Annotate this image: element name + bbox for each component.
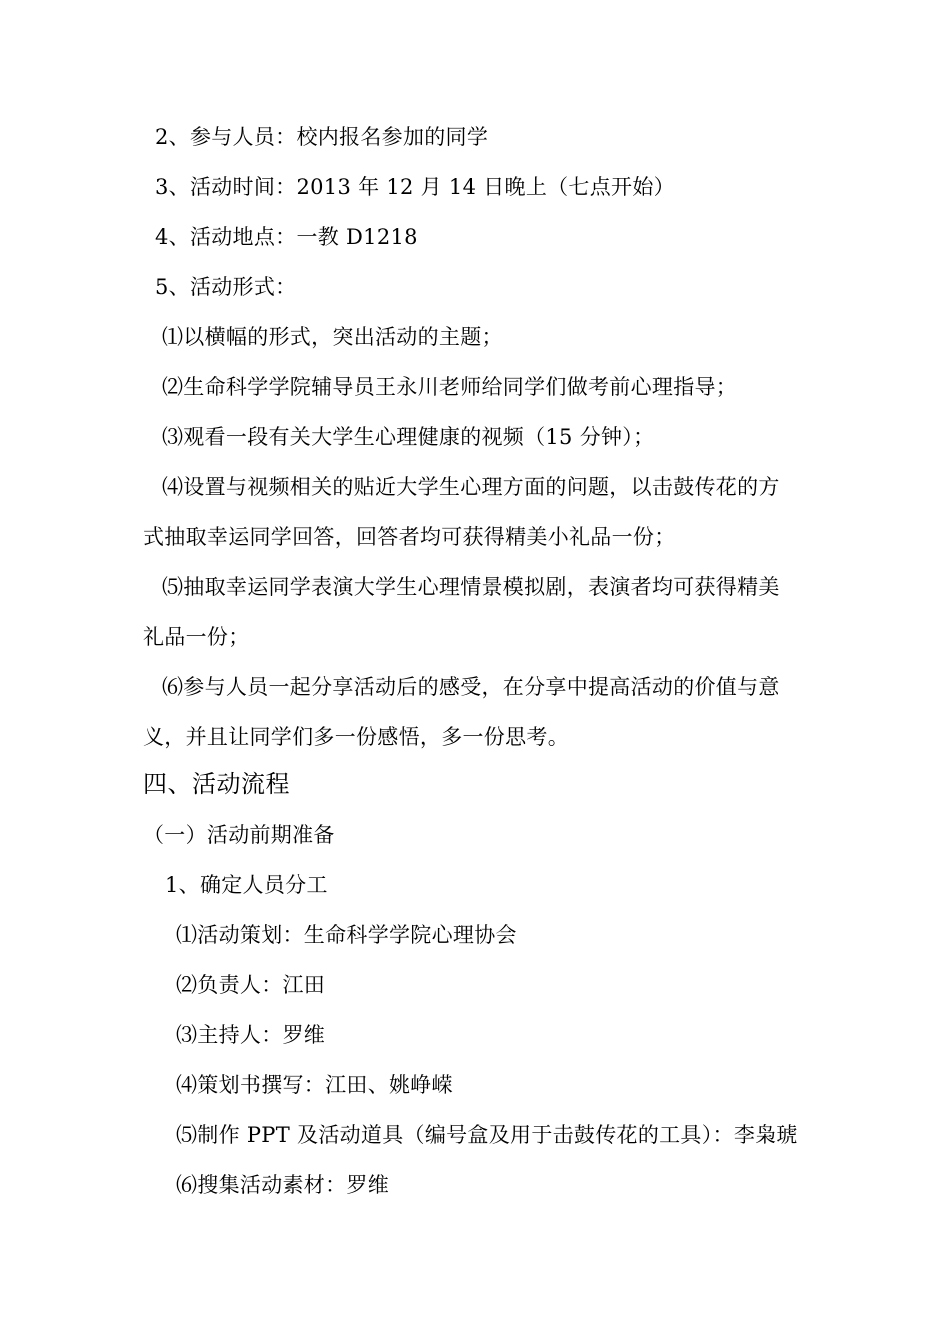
form-item-6-line-2: 义，并且让同学们多一份感悟，多一份思考。 [143,725,569,749]
role-item-2: ⑵负责人：江田 [176,973,326,997]
item-format: 5、活动形式： [155,275,297,299]
item-location: 4、活动地点：一教 D1218 [155,225,418,249]
form-item-1: ⑴以横幅的形式，突出活动的主题； [162,325,503,349]
section-title: 四、活动流程 [143,770,290,798]
sub-item-staffing: 1、确定人员分工 [165,873,328,897]
form-item-2: ⑵生命科学学院辅导员王永川老师给同学们做考前心理指导； [162,375,738,399]
role-item-3: ⑶主持人：罗维 [176,1023,326,1047]
form-item-6-line-1: ⑹参与人员一起分享活动后的感受，在分享中提高活动的价值与意 [162,675,780,699]
role-item-1: ⑴活动策划：生命科学学院心理协会 [176,923,517,947]
subsection-title: （一）活动前期准备 [143,823,335,847]
form-item-5-line-2: 礼品一份； [143,625,250,649]
form-item-3: ⑶观看一段有关大学生心理健康的视频（15 分钟）； [162,425,655,449]
form-item-5-line-1: ⑸抽取幸运同学表演大学生心理情景模拟剧，表演者均可获得精美 [162,575,780,599]
role-item-6: ⑹搜集活动素材：罗维 [176,1173,389,1197]
item-time: 3、活动时间：2013 年 12 月 14 日晚上（七点开始） [155,175,675,199]
role-item-5: ⑸制作 PPT 及活动道具（编号盒及用于击鼓传花的工具）：李枭琥 [176,1123,798,1147]
role-item-4: ⑷策划书撰写：江田、姚峥嵘 [176,1073,453,1097]
form-item-4-line-2: 式抽取幸运同学回答，回答者均可获得精美小礼品一份； [143,525,676,549]
form-item-4-line-1: ⑷设置与视频相关的贴近大学生心理方面的问题，以击鼓传花的方 [162,475,780,499]
item-participants: 2、参与人员：校内报名参加的同学 [155,125,489,149]
